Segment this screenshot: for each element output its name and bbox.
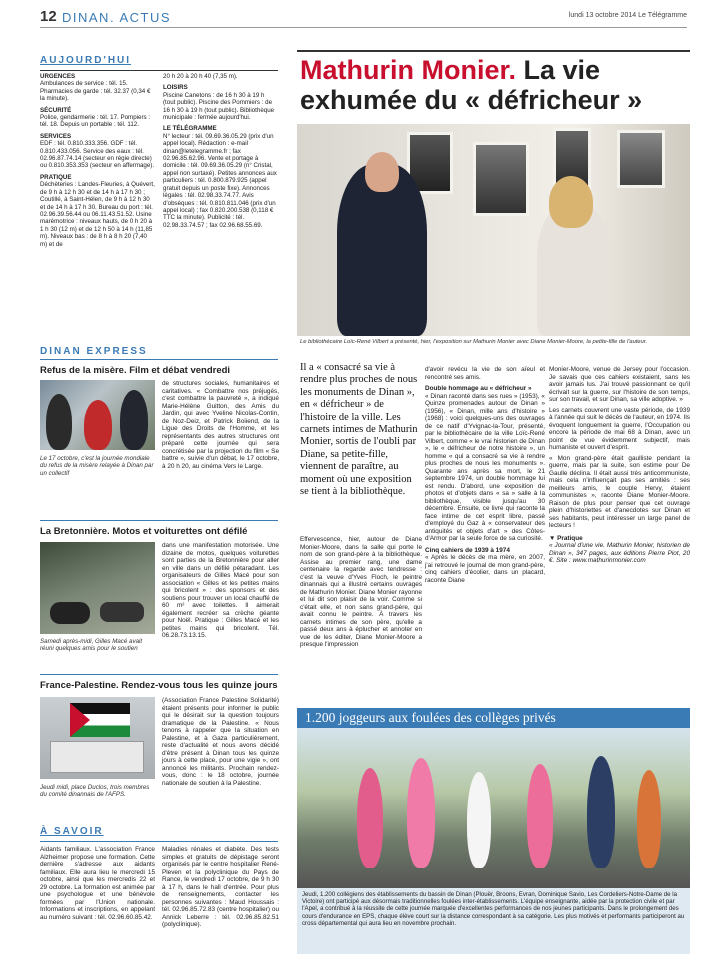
person-2 bbox=[84, 400, 112, 450]
item1-caption: Le 17 octobre, c'est la journée mondiale du refus de la misère relayée à Dinan par un collectif bbox=[40, 455, 154, 477]
item2-text: dans une manifestation motorisée. Une dizaine de motos, quelques voiturettes sont parties de la Bretonnière pour aller en ville dans un défilé pétaradant. Les organisateurs de Gilles Macé pour son association « Gilles et les petites mains qui bricolent » : des sponsors et des soutiens pour trouver un local chauffé de 60 m² avec toilettes. Il aimerait également recréer sa crèche géante pour Noël. Pratique : Gilles Macé et les petites mains qui bricolent. Tél. 06.28.73.13.15. bbox=[162, 542, 279, 639]
main-col2 bbox=[425, 366, 545, 584]
niveaux-bas-suite: 20 h 20 à 20 h 40 (7,35 m). bbox=[163, 73, 238, 80]
person-1 bbox=[46, 394, 72, 450]
joggers-caption: Jeudi, 1.200 collégiens des établissements du bassin de Dinan (Plouër, Broons, Evran, Dominique Savio, Les Cordeliers-Notre-Dame de la Victoire) ont participé aux désormais traditionnelles foulées inter-établissements. L'équipe enseignante, aidée par la protection civile et par l'Apel, a contribué à la réussite de cette journée marquée d'excellentes performances de nos jeunes participants. Dans le prolongement des cours d'endurance en EPS, chaque élève court sur la distance correspondant à sa catégorie. Les plus motivés et performants participeront au cross départemental qui aura lieu en novembre prochain. bbox=[302, 891, 685, 927]
runner-5 bbox=[587, 756, 615, 868]
main-title bbox=[300, 55, 690, 115]
page-number: 12 bbox=[40, 8, 57, 25]
main-photo-caption: Le bibliothécaire Loïc-René Vilbert a présenté, hier, l'exposition sur Mathurin Monier avec Diane Monier-Moore, la petite-fille de l'auteur. bbox=[300, 339, 648, 345]
services-text: EDF : tél. 0.810.333.356. GDF : tél. 0.810.433.056. Service des eaux : tél. 02.96.87.74.14 (secteur en régie directe) ou 0.810.353.353 (secteur en affermage). bbox=[40, 140, 155, 170]
exhibition-photo bbox=[297, 124, 690, 336]
item3-text: (Association France Palestine Solidarité) étaient présents pour informer le public qui le désirait sur la question toujours dramatique de la Palestine. « Nous tenons à rappeler que la situation en Palestine, et à Gaza particulièrement, reste d'actualité et nous avons décidé d'être présent à Dinan tous les quinze jours à cette place, pour une vigie », ont annoncé les militants. Prochain rendez-vous, donc : le 18 octobre, journée nationale de soutien à la Palestine. bbox=[162, 697, 279, 787]
refus-misere-photo bbox=[40, 380, 155, 450]
main-subhead-1: Double hommage au « défricheur » bbox=[425, 385, 532, 392]
a-savoir-col1: Aidants familiaux. L'association France Alzheimer propose une formation. Cette dernière s'adresse aux aidants familiaux. Elle aura lieu le mercredi 15 octobre, ainsi que les mercredis 22 et 29 octobre. La formation est animée par une psychologue et une bénévole formées par l'Union nationale. Informations et inscriptions, en appelant au numéro suivant : tél. 02.96.60.85.42. bbox=[40, 846, 155, 921]
item-separator-2 bbox=[40, 674, 278, 675]
loisirs-text: Piscine Canetons : de 16 h 30 à 19 h (tout public). Piscine des Pommiers : de 16 h 30 à 19 h (tout public). Bibliothèque municipale : fermée aujourd'hui. bbox=[163, 91, 275, 122]
main-col2-b: « Dinan raconté dans ses rues » (1953), « Quinze promenades autour de Dinan » (1956), « Dinan, mille ans d'histoire » (1968) : voici quelques-uns des ouvrages de ce natif d'Yvignac-la-Tour, présenté, par le bibliothécaire de la ville Loïc-René Vilbert, comme « le vrai historien de Dinan », le « défricheur de notre histoire », un homme « qui a consacré sa vie à rendre plus proches de nous les monuments ». Quarante ans après sa mort, le 21 septembre 1974, un double hommage lui est rendu. D'abord, une exposition de photos et d'objets dans « sa » salle à la bibliothèque, visible jusqu'au 30 décembre. Ensuite, ce livre qui raconte la face intime de cet esprit libre, passé d'employé du Gaz à « conservateur des antiquités et objets d'art » des Côtes-d'Armor par la seule force de sa curiosité. bbox=[425, 392, 545, 542]
runner-6 bbox=[637, 770, 661, 868]
pratique-info: « Journal d'une vie. Mathurin Monier, historien de Dinan », 347 pages, aux éditions Pierre Piot, 20 €. Site : www.mathurinmonier.com bbox=[549, 542, 690, 564]
joggers-title-band bbox=[297, 708, 690, 728]
main-col2-a: d'avoir revécu la vie de son aïeul et rencontré ses amis. bbox=[425, 366, 545, 381]
main-col3-b: Les carnets couvrent une vaste période, de 1939 à l'année qui suit le décès de l'auteur, en 1974. Ils évoquent longuement la guerre, l'Occupation ou encore la période de mai 68 à Dinan, avec un point de vue évidemment subjectif, mais humaniste et ouvert d'esprit. bbox=[549, 406, 691, 451]
item-separator-1 bbox=[40, 520, 278, 521]
main-title-red: Mathurin Monier. bbox=[300, 55, 516, 85]
woman-hair bbox=[549, 176, 593, 228]
joggers-photo bbox=[297, 728, 690, 888]
palestine-flag bbox=[70, 703, 130, 737]
runner-2 bbox=[407, 758, 435, 868]
main-col3-c: « Mon grand-père était gaulliste pendant la guerre, mais par la suite, son estime pour De Gaulle déclina. Il était aussi très anticommuniste, mais cela n'influençait pas ses amitiés : ses meilleurs amis, le couple Hervy, étaient communistes », raconte Diane Monier-Moore. Raison de plus pour penser que cet ouvrage plein d'historiettes et d'anecdotes sur Dinan et ses habitants, peut intéresser un large panel de lecteurs ! bbox=[549, 454, 690, 529]
joggers-caption-box bbox=[297, 888, 690, 954]
aujourdhui-col1 bbox=[40, 73, 155, 248]
section-title: DINAN. ACTUS bbox=[62, 10, 172, 25]
joggers-title: 1.200 joggeurs aux foulées des collèges privés bbox=[305, 710, 556, 725]
pratique-title: PRATIQUE bbox=[40, 173, 72, 181]
services-title: SERVICES bbox=[40, 132, 72, 140]
main-subhead-2: Cinq cahiers de 1939 à 1974 bbox=[425, 546, 510, 554]
item1-text: de structures sociales, humanitaires et caritatives. « Combattre nos préjugés, c'est combattre la pauvreté », a indiqué Marie-Hélène Guitton, des Amis du Jardin, qui avec Yveline Nicolas-Contin, de Noz-Deiz, et Patrick Boiiend, de la Ligue des Droits de l'Homme, et les représentants des autres structures ont préparé cette journée qui sera concrétisée par la projection du film « Se battre », suivie d'un débat, le 17 octobre, à 20 h 20, au cinéma Vers le Large. bbox=[162, 380, 279, 470]
runner-4 bbox=[527, 764, 553, 868]
telegramme-text: N° lecteur : tél. 09.69.36.05.29 (prix d'un appel local). Rédaction : e-mail dinan@letelegramme.fr ; fax 02.96.85.62.96. Vente et portage à domicile : tél. 09.69.36.05.29 (n° Cristal, appel non surtaxé). Petites annonces aux particuliers : tél. 0.800.879.925 (appel gratuit depuis un poste fixe). Annonces légales : tél. 02.98.33.74.77. Avis d'obsèques : tél. 0.810.811.046 (prix d'un appel local) ; fax 0.820.200.538 (0,118 € TTC la minute). Publicité : tél. 02.98.33.74.57 ; fax 02.96.68.55.69. bbox=[163, 132, 277, 229]
aujourdhui-heading: AUJOURD'HUI bbox=[40, 55, 132, 66]
motos-photo bbox=[40, 542, 155, 634]
a-savoir-col2: Maladies rénales et diabète. Des tests simples et gratuits de dépistage seront organisés par le centre hospitalier René-Pleven et la polyclinique du Pays de Rance, le vendredi 17 octobre, de 9 h 30 à 17 h, dans le hall d'entrée. Pour plus de renseignements, contacter les personnes suivantes : Maud Houssais : tél. 02.96.85.72.83 (centre hospitalier) ou Annick Leberre : tél. 02.96.85.82.51 (polyclinique). bbox=[162, 846, 279, 928]
a-savoir-rule bbox=[40, 841, 278, 842]
man-head bbox=[365, 152, 399, 192]
main-col3-a: Monier-Moore, venue de Jersey pour l'occasion. Je savais que ces cahiers existaient, sans les avoir jamais lus. J'ai trouvé passionnant ce qu'il écrivait sur la guerre, sur l'histoire de son temps, sur son travail, et sur Dinan, sa ville adoptive. » bbox=[549, 366, 690, 403]
pratique-heading: ▼ Pratique bbox=[549, 534, 583, 542]
item2-headline: La Bretonnière. Motos et voiturettes ont défilé bbox=[40, 526, 248, 537]
main-title-black: La vie exhumée du « défricheur » bbox=[300, 55, 643, 115]
date-and-paper: lundi 13 octobre 2014 Le Télégramme bbox=[568, 12, 687, 19]
securite-text: Police, gendarmerie : tél. 17. Pompiers : tél. 18. Depuis un portable : tél. 112. bbox=[40, 114, 151, 129]
palestine-photo bbox=[40, 697, 155, 779]
motorbike-shape-2 bbox=[100, 602, 144, 622]
item3-headline: France-Palestine. Rendez-vous tous les quinze jours bbox=[40, 680, 278, 691]
securite-title: SÉCURITÉ bbox=[40, 106, 72, 114]
framed-photo-2 bbox=[473, 142, 529, 216]
runner-1 bbox=[357, 768, 383, 868]
telegramme-title: LE TÉLÉGRAMME bbox=[163, 125, 217, 133]
urgences-title: URGENCES bbox=[40, 73, 76, 80]
urgences-text: Ambulances de service : tél. 15. Pharmacies de garde : tél. 32.37 (0,34 € la minute). bbox=[40, 80, 151, 103]
info-table bbox=[50, 741, 144, 773]
main-col2-c: « Après le décès de ma mère, en 2007, j'ai retrouvé le journal de mon grand-père, cinq cahiers d'écolier, dans un placard, raconte Diane bbox=[425, 554, 545, 584]
header-rule bbox=[40, 27, 687, 28]
item1-headline: Refus de la misère. Film et débat vendredi bbox=[40, 365, 231, 376]
a-savoir-heading: À SAVOIR bbox=[40, 826, 104, 837]
runner-3 bbox=[467, 772, 491, 868]
pratique-text: Déchèteries : Landes-Fleuries, à Quévert, de 9 h à 12 h 30 et de 14 h à 17 h 30 ; Coutillé, à Saint-Hélen, de 9 h à 12 h 30 et de 14 h à 17 h 30. Bureau du port : tél. 02.96.39.56.44 ou 06.11.43.51.52. Usine marémotrice : niveaux hauts, de 0 h 20 à 1 h 30 (12 m) et de 12 h 50 à 14 h (11,85 m). Niveaux bas : de 8 h à 8 h 20 (7,40 m) et de bbox=[40, 181, 155, 248]
aujourdhui-rule bbox=[40, 70, 278, 71]
item2-caption: Samedi après-midi, Gilles Macé avait réuni quelques amis pour le soutien bbox=[40, 638, 143, 653]
main-top-rule bbox=[297, 50, 690, 52]
item3-caption: Jeudi midi, place Duclos, trois membres du comité dinannais de l'AFPS. bbox=[40, 784, 150, 799]
person-3 bbox=[120, 390, 148, 450]
main-col1: Effervescence, hier, autour de Diane Monier-Moore, dans la salle qui porte le nom de son grand-père à la bibliothèque. Assise au premier rang, une dame centenaire la regarde avec tendresse : c'est la veuve d'Yves Floch, le peintre dinannais qui a illustré certains ouvrages de Mathurin Monier. Diane Monier rayonne et lui dit son plaisir de la voir. Comme si c'était elle, et non sans grand-père, qui avait connu le peintre. À travers les carnets intimes de son père, qu'elle a passé deux ans à éplucher et annoter en vue de les éditer, Diane Monier-Moore a presque l'impression bbox=[300, 536, 422, 648]
motorbike-shape bbox=[50, 602, 90, 624]
dinan-express-heading: DINAN EXPRESS bbox=[40, 346, 148, 357]
main-intro: Il a « consacré sa vie à rendre plus proches de nous les monuments de Dinan », en « défricheur » de l'histoire de la ville. Les carnets intimes de Mathurin Monier, sortis de l'oubli par Diane, sa petite-fille, viennent de paraître, au moment où une exposition se tient à la bibliothèque. bbox=[300, 362, 418, 498]
dinan-express-rule bbox=[40, 359, 278, 360]
flag-triangle bbox=[70, 703, 90, 737]
framed-photo-4 bbox=[617, 130, 665, 188]
loisirs-title: LOISIRS bbox=[163, 84, 188, 92]
aujourdhui-col2 bbox=[163, 73, 278, 229]
main-col3 bbox=[549, 366, 690, 565]
